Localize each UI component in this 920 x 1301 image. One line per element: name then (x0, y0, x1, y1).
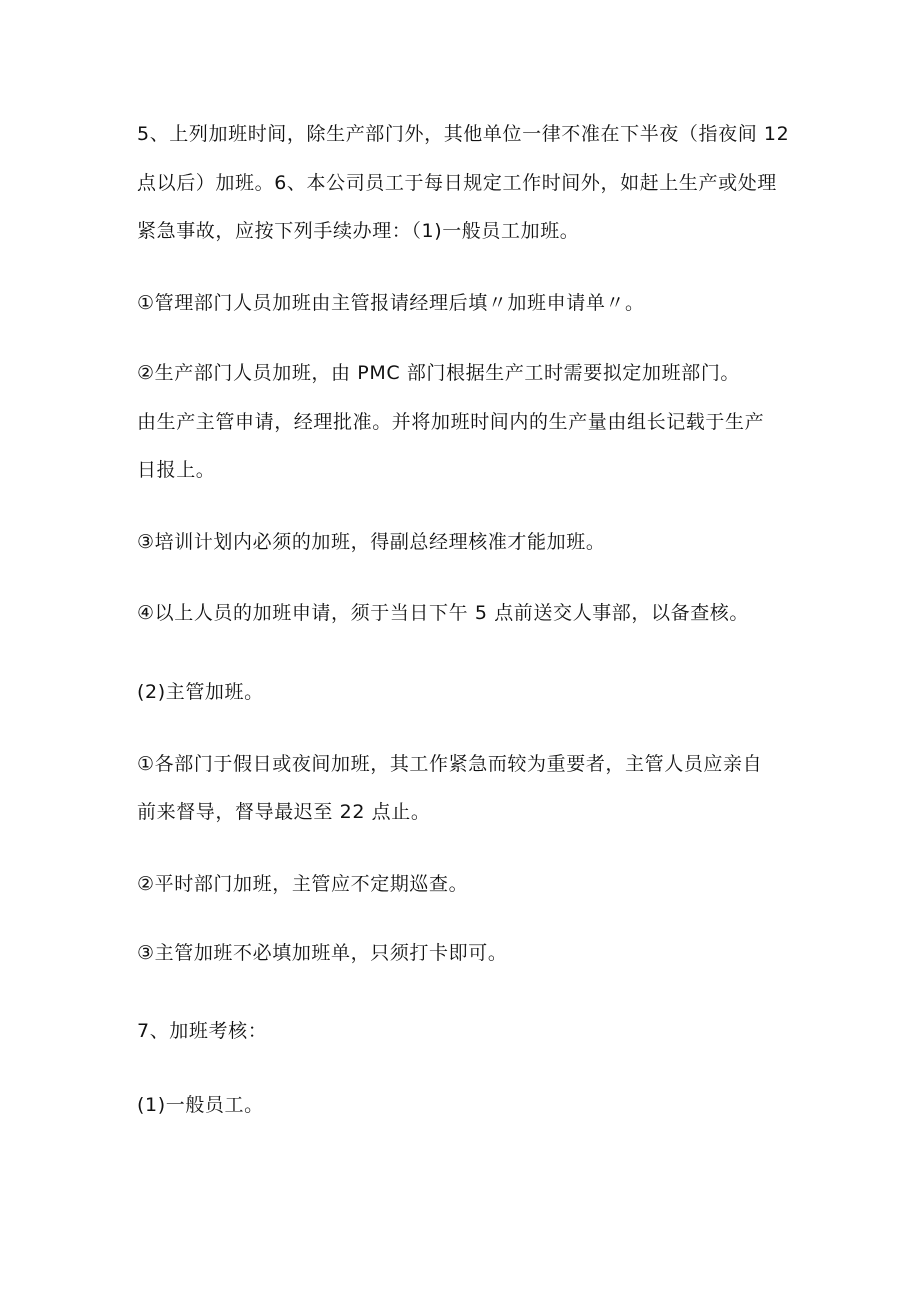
paragraph-line: 点以后）加班。6、本公司员工于每日规定工作时间外，如赶上生产或处理 (137, 172, 777, 194)
paragraph-line: (2)主管加班。 (137, 681, 264, 703)
paragraph-line: ③培训计划内必须的加班，得副总经理核准才能加班。 (137, 531, 606, 553)
paragraph-line: 前来督导，督导最迟至 22 点止。 (137, 801, 431, 823)
paragraph-line: 由生产主管申请，经理批准。并将加班时间内的生产量由组长记载于生产 (137, 411, 765, 433)
paragraph-line: (1)一般员工。 (137, 1094, 264, 1116)
paragraph-line: ②平时部门加班，主管应不定期巡查。 (137, 873, 469, 895)
paragraph-line: 紧急事故，应按下列手续办理：（1)一般员工加班。 (137, 220, 580, 242)
section-heading: 7、加班考核： (137, 1020, 268, 1042)
paragraph-line: ①管理部门人员加班由主管报请经理后填〃加班申请单〃。 (137, 292, 645, 314)
paragraph-line: ①各部门于假日或夜间加班，其工作紧急而较为重要者，主管人员应亲自 (137, 753, 763, 775)
paragraph-line: ③主管加班不必填加班单，只须打卡即可。 (137, 942, 508, 964)
paragraph-line: 5、上列加班时间，除生产部门外，其他单位一律不准在下半夜（指夜间 12 (137, 123, 790, 145)
paragraph-line: ②生产部门人员加班，由 PMC 部门根据生产工时需要拟定加班部门。 (137, 362, 741, 384)
paragraph-line: ④以上人员的加班申请，须于当日下午 5 点前送交人事部，以备查核。 (137, 602, 750, 624)
paragraph-line: 日报上。 (137, 459, 216, 481)
